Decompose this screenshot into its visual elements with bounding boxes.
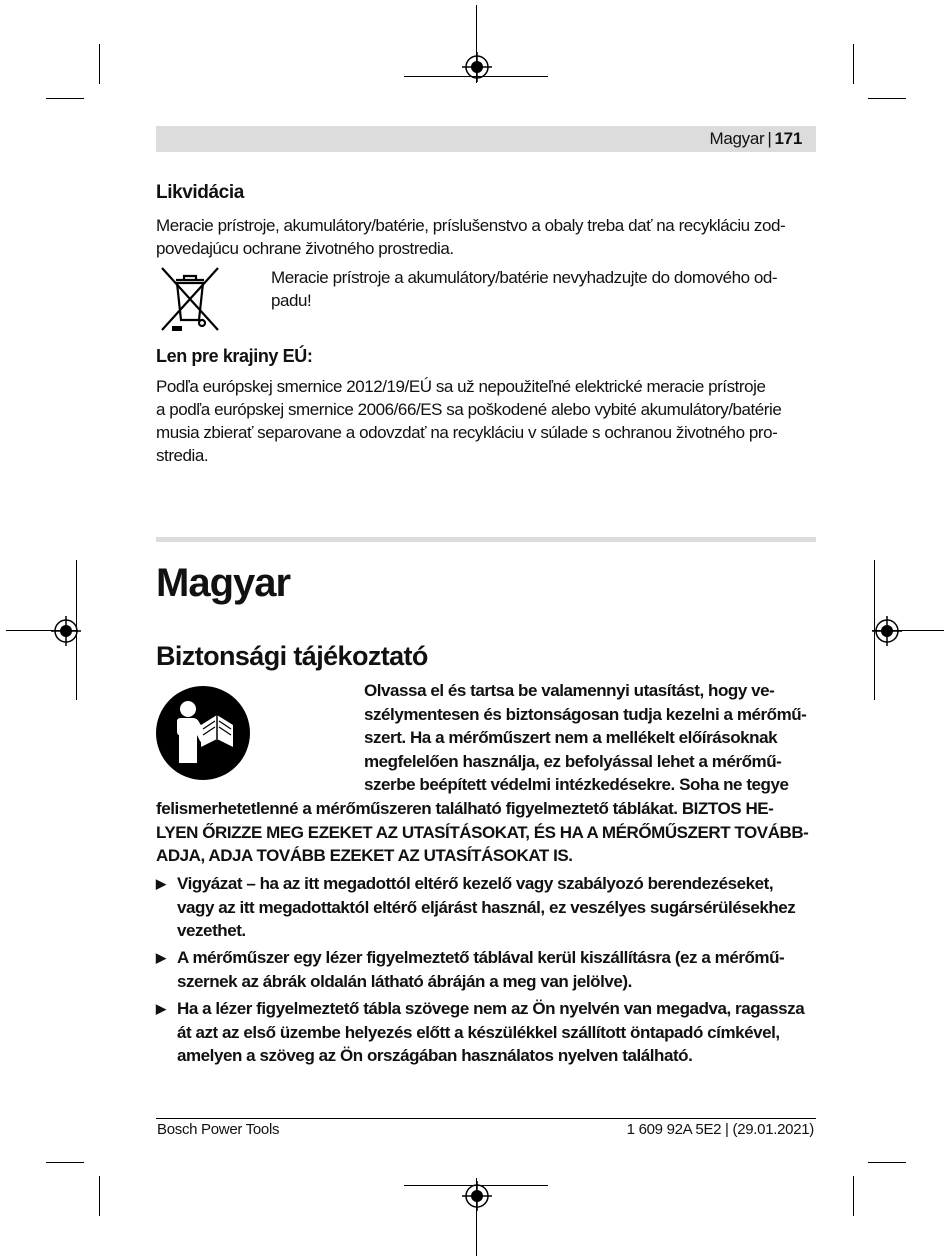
section-title: Magyar [156,561,291,605]
text-line: szert. Ha a mérőműszert nem a mellékelt előírásoknak [364,728,778,747]
text-line: Olvassa el és tartsa be valamennyi utasítást, hogy ve- [364,681,775,700]
registration-mark-icon [462,1181,492,1211]
bullet-arrow-icon: ▶ [156,876,166,891]
footer-brand: Bosch Power Tools [157,1121,280,1138]
text-line: felismerhetetlenné a mérőműszeren található figyelmeztető táblákat. BIZTOS HE- [156,799,774,818]
header-text [710,130,802,148]
text-line: Ha a lézer figyelmeztető tábla szövege nem az Ön nyelvén van megadva, ragassza [177,999,805,1018]
registration-mark-icon [462,52,492,82]
text-line: szélymentesen és biztonságosan tudja kezelni a mérőmű- [364,704,807,724]
crop-mark [46,98,84,99]
disposal-heading: Likvidácia [156,182,244,203]
crop-mark [853,44,854,84]
header-separator: | [767,129,772,148]
section-subtitle: Biztonsági tájékoztató [156,641,428,671]
eu-heading: Len pre krajiny EÚ: [156,346,313,366]
footer-doc-code: 1 609 92A 5E2 | (29.01.2021) [626,1121,814,1138]
text-line: a podľa európskej smernice 2006/66/ES sa poškodené alebo vybité akumulátory/batérie [156,400,782,419]
text-line: LYEN ŐRIZZE MEG EZEKET AZ UTASÍTÁSOKAT, ÉS HA A MÉRŐMŰSZERT TOVÁBB- [156,822,809,842]
header-language: Magyar [709,129,765,148]
crop-mark [99,1176,100,1216]
section-divider [156,537,816,542]
eu-paragraph [156,375,816,467]
text-line: vagy az itt megadottaktól eltérő eljárást használ, ez veszélyes sugársérülésekhez [177,897,796,917]
text-line: szernek az ábrák oldalán látható ábráján a meg van jelölve). [177,971,632,991]
footer-divider [156,1118,816,1119]
bullet-arrow-icon: ▶ [156,1001,166,1016]
page-header [156,126,816,152]
disposal-note [271,266,816,312]
crop-mark [99,44,100,84]
text-line: amelyen a szöveg az Ön országában használatos nyelven található. [177,1046,693,1065]
text-line: át azt az első üzembe helyezés előtt a készülékkel szállított öntapadó címkével, [177,1022,780,1042]
bullet-text [177,872,817,943]
text-line: povedajúcu ochrane životného prostredia. [156,239,454,258]
crop-mark [853,1176,854,1216]
read-manual-icon [155,685,251,781]
text-line: A mérőműszer egy lézer figyelmeztető táblával kerül kiszállításra (ez a mérőmű- [177,948,785,967]
text-line: padu! [271,291,312,310]
text-line: musia zbierať separovane a odovzdať na recykláciu v súlade s ochranou životného pro- [156,423,778,442]
text-line: stredia. [156,446,209,465]
bullet-text [177,946,817,993]
text-line: ADJA, ADJA TOVÁBB EZEKET AZ UTASÍTÁSOKAT IS. [156,846,573,865]
crop-mark [46,1162,84,1163]
crop-mark [868,1162,906,1163]
intro-paragraph-full [156,797,816,868]
crop-mark [868,98,906,99]
registration-mark-icon [51,616,81,646]
text-line: Meracie prístroje a akumulátory/batérie nevyhadzujte do domového od- [271,268,778,287]
text-line: Podľa európskej smernice 2012/19/EÚ sa už nepoužiteľné elektrické meracie prístroje [156,377,766,396]
registration-mark-icon [872,616,902,646]
text-line: Vigyázat – ha az itt megadottól eltérő kezelő vagy szabályozó berendezéseket, [177,874,774,893]
intro-paragraph-wrapped [364,679,816,797]
bullet-arrow-icon: ▶ [156,950,166,965]
text-line: vezethet. [177,921,246,940]
text-line: Meracie prístroje, akumulátory/batérie, príslušenstvo a obaly treba dať na recykláciu zod- [156,216,786,235]
text-line: szerbe beépített védelmi intézkedésekre. Soha ne tegye [364,775,789,794]
bullet-text [177,997,817,1068]
disposal-paragraph [156,214,816,260]
crossed-out-wheelie-bin-icon [158,266,222,334]
page-number: 171 [774,129,802,148]
text-line: megfelelően használja, ez befolyással lehet a mérőmű- [364,751,782,771]
